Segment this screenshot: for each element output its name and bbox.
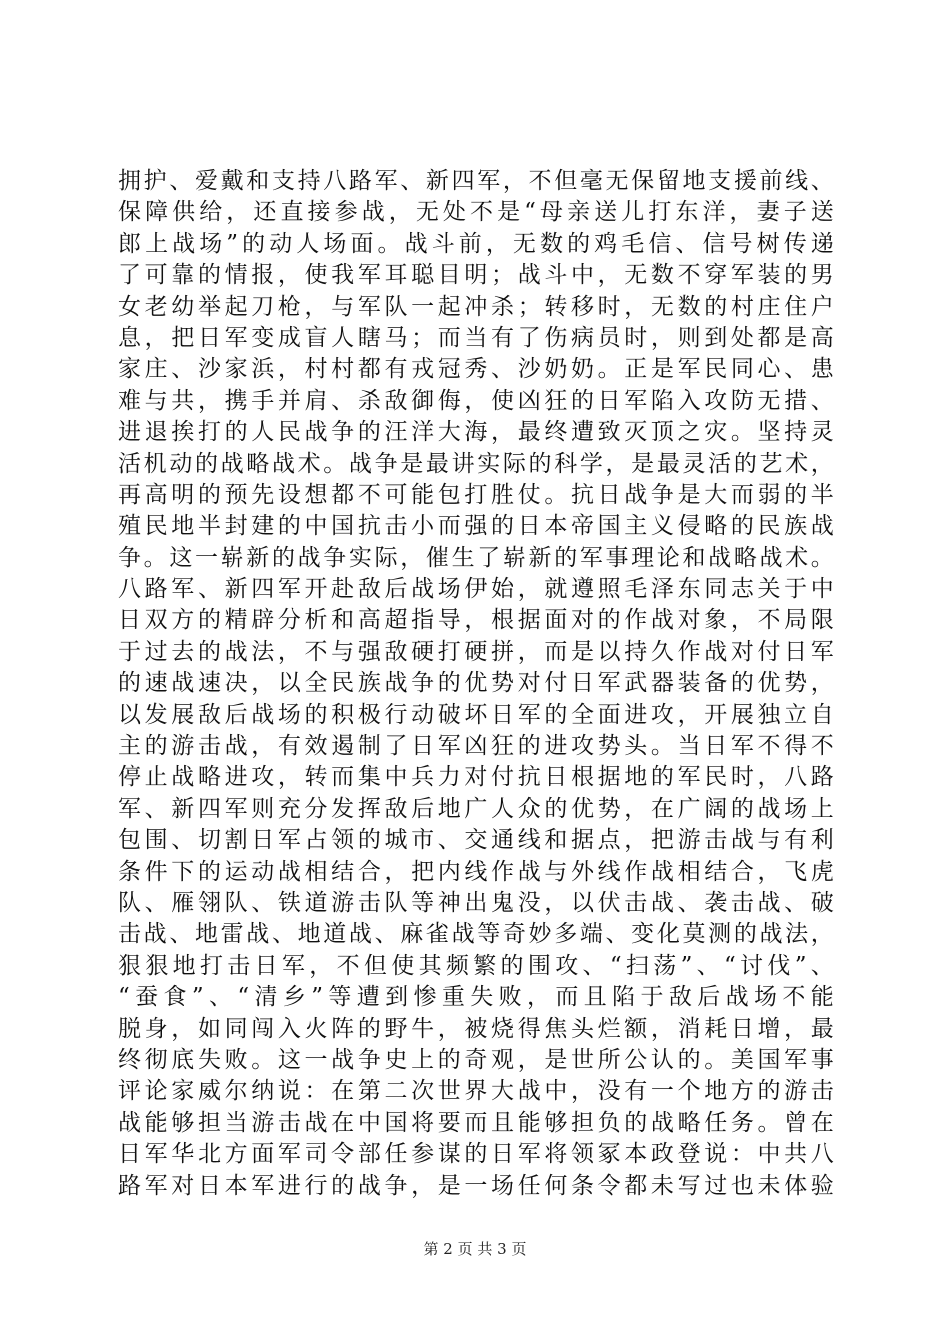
text-line: 评论家威尔纳说：在第二次世界大战中，没有一个地方的游击 (118, 1078, 834, 1105)
text-line: 的速战速决，以全民族战争的优势对付日军武器装备的优势， (118, 670, 834, 697)
text-line: 路军对日本军进行的战争，是一场任何条令都未写过也未体验 (118, 1172, 834, 1199)
text-line: 郎上战场”的动人场面。战斗前，无数的鸡毛信、信号树传递 (118, 230, 834, 257)
text-line: 保障供给，还直接参战，无处不是“母亲送儿打东洋，妻子送 (118, 199, 834, 226)
text-line: 再高明的预先设想都不可能包打胜仗。抗日战争是大而弱的半 (118, 481, 834, 508)
text-line: 于过去的战法，不与强敌硬打硬拼，而是以持久作战对付日军 (118, 638, 834, 665)
text-line: 终彻底失败。这一战争史上的奇观，是世所公认的。美国军事 (118, 1046, 834, 1073)
text-line: 日军华北方面军司令部任参谋的日军将领冢本政登说：中共八 (118, 1141, 834, 1168)
text-line: 战能够担当游击战在中国将要而且能够担负的战略任务。曾在 (118, 1109, 834, 1136)
text-line: “蚕食”、“清乡”等遭到惨重失败，而且陷于敌后战场不能 (118, 984, 834, 1011)
text-line: 队、雁翎队、铁道游击队等神出鬼没，以伏击战、袭击战、破 (118, 889, 834, 916)
text-line: 息，把日军变成盲人瞎马；而当有了伤病员时，则到处都是高 (118, 324, 834, 351)
text-line: 停止战略进攻，转而集中兵力对付抗日根据地的军民时，八路 (118, 764, 834, 791)
text-line: 难与共，携手并肩、杀敌御侮，使凶狂的日军陷入攻防无措、 (118, 387, 834, 414)
text-line: 狠狠地打击日军，不但使其频繁的围攻、“扫荡”、“讨伐”、 (118, 952, 834, 979)
page-footer: 第 2 页 共 3 页 (423, 1240, 527, 1258)
text-line: 家庄、沙家浜，村村都有戎冠秀、沙奶奶。正是军民同心、患 (118, 356, 834, 383)
text-line: 殖民地半封建的中国抗击小而强的日本帝国主义侵略的民族战 (118, 513, 834, 540)
text-line: 拥护、爱戴和支持八路军、新四军，不但毫无保留地支援前线、 (118, 168, 834, 194)
text-line: 八路军、新四军开赴敌后战场伊始，就遵照毛泽东同志关于中 (118, 576, 834, 603)
text-line: 女老幼举起刀枪，与军队一起冲杀；转移时，无数的村庄住户 (118, 293, 834, 320)
text-line: 条件下的运动战相结合，把内线作战与外线作战相结合，飞虎 (118, 858, 834, 885)
text-line: 进退挨打的人民战争的汪洋大海，最终遭致灭顶之灾。坚持灵 (118, 419, 834, 446)
body-text (118, 166, 834, 1202)
text-line: 以发展敌后战场的积极行动破坏日军的全面进攻，开展独立自 (118, 701, 834, 728)
text-line: 了可靠的情报，使我军耳聪目明；战斗中，无数不穿军装的男 (118, 262, 834, 289)
text-line: 日双方的精辟分析和高超指导，根据面对的作战对象，不局限 (118, 607, 834, 634)
text-line: 击战、地雷战、地道战、麻雀战等奇妙多端、变化莫测的战法， (118, 921, 834, 948)
text-line: 军、新四军则充分发挥敌后地广人众的优势，在广阔的战场上 (118, 795, 834, 822)
text-line: 脱身，如同闯入火阵的野牛，被烧得焦头烂额，消耗日增，最 (118, 1015, 834, 1042)
text-line: 主的游击战，有效遏制了日军凶狂的进攻势头。当日军不得不 (118, 733, 834, 760)
text-line: 争。这一崭新的战争实际，催生了崭新的军事理论和战略战术。 (118, 544, 834, 571)
text-line: 活机动的战略战术。战争是最讲实际的科学，是最灵活的艺术， (118, 450, 834, 477)
text-line: 包围、切割日军占领的城市、交通线和据点，把游击战与有利 (118, 827, 834, 854)
